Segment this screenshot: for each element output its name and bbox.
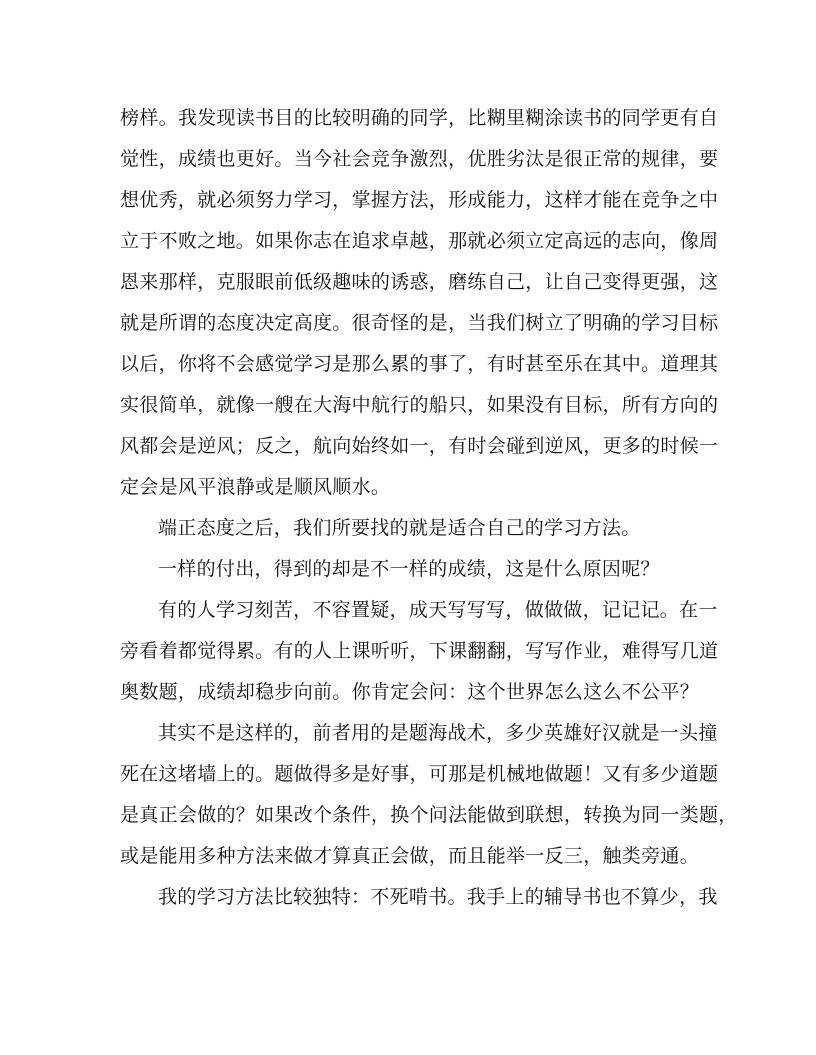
- text-line: 奥数题，成绩却稳步向前。你肯定会问：这个世界怎么这么不公平？: [120, 681, 700, 703]
- text-line: 或是能用多种方法来做才算真正会做，而且能举一反三，触类旁通。: [120, 845, 700, 867]
- text-line: 实很简单，就像一艘在大海中航行的船只，如果没有目标，所有方向的: [120, 394, 719, 416]
- text-line: 风都会是逆风；反之，航向始终如一，有时会碰到逆风，更多的时候一: [120, 435, 719, 457]
- text-line: 想优秀，就必须努力学习，掌握方法，形成能力，这样才能在竞争之中: [120, 189, 719, 211]
- text-line: 就是所谓的态度决定高度。很奇怪的是，当我们树立了明确的学习目标: [120, 312, 719, 334]
- paragraph-first-line: 有的人学习刻苦，不容置疑，成天写写写，做做做，记记记。在一: [158, 599, 718, 621]
- text-line: 以后，你将不会感觉学习是那么累的事了，有时甚至乐在其中。道理其: [120, 353, 719, 375]
- text-line: 死在这堵墙上的。题做得多是好事，可那是机械地做题！又有多少道题: [120, 763, 719, 785]
- text-line: 立于不败之地。如果你志在追求卓越，那就必须立定高远的志向，像周: [120, 230, 719, 252]
- paragraph-first-line: 端正态度之后，我们所要找的就是适合自己的学习方法。: [158, 517, 641, 539]
- text-line: 榜样。我发现读书目的比较明确的同学，比糊里糊涂读书的同学更有自: [120, 107, 719, 129]
- text-line: 定会是风平浪静或是顺风顺水。: [120, 476, 391, 498]
- text-line: 是真正会做的？如果改个条件，换个问法能做到联想，转换为同一类题，: [120, 804, 738, 826]
- paragraph-first-line: 其实不是这样的，前者用的是题海战术，多少英雄好汉就是一头撞: [158, 722, 718, 744]
- paragraph-first-line: 一样的付出，得到的却是不一样的成绩，这是什么原因呢？: [158, 558, 660, 580]
- paragraph-first-line: 我的学习方法比较独特：不死啃书。我手上的辅导书也不算少，我: [158, 886, 718, 908]
- text-line: 旁看着都觉得累。有的人上课听听，下课翻翻，写写作业，难得写几道: [120, 640, 719, 662]
- text-line: 恩来那样，克服眼前低级趣味的诱惑，磨练自己，让自己变得更强，这: [120, 271, 719, 293]
- text-line: 觉性，成绩也更好。当今社会竞争激烈，优胜劣汰是很正常的规律，要: [120, 148, 719, 170]
